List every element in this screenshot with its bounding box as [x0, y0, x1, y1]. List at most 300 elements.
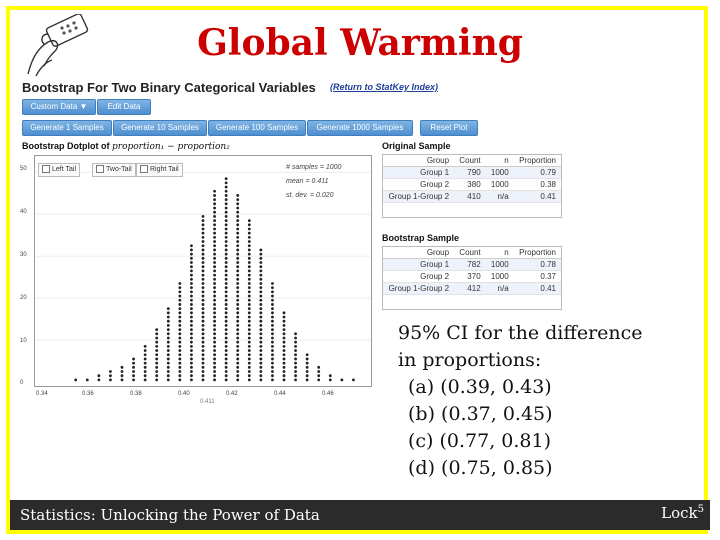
dot-point — [236, 198, 239, 201]
dot-point — [294, 379, 297, 382]
original-header-1: Count — [454, 155, 486, 167]
dot-point — [144, 366, 147, 369]
dot-point — [121, 379, 124, 382]
dot-point — [248, 366, 251, 369]
dot-point — [283, 370, 286, 373]
dot-point — [225, 270, 228, 273]
st-dev-value: st. dev. = 0.020 — [286, 192, 334, 199]
dot-point — [271, 332, 274, 335]
dot-point — [213, 202, 216, 205]
dot-point — [259, 282, 262, 285]
dot-point — [283, 379, 286, 382]
dot-point — [248, 295, 251, 298]
dot-point — [178, 374, 181, 377]
dot-point — [271, 341, 274, 344]
ci-question — [398, 320, 643, 482]
dot-point — [155, 328, 158, 331]
dot-point — [225, 358, 228, 361]
dot-point — [248, 240, 251, 243]
dot-point — [225, 211, 228, 214]
table-row — [383, 271, 561, 283]
dot-point — [236, 353, 239, 356]
dot-point — [236, 215, 239, 218]
dot-point — [155, 349, 158, 352]
dot-point — [202, 278, 205, 281]
footer-author: Lock$^5$ — [661, 504, 704, 522]
dot-point — [248, 253, 251, 256]
dot-point — [202, 303, 205, 306]
xtick-040: 0.40 — [178, 391, 190, 397]
table-cell: 0.78 — [514, 259, 561, 271]
dot-point — [213, 207, 216, 210]
dot-point — [283, 337, 286, 340]
dot-point — [97, 374, 100, 377]
dot-point — [294, 358, 297, 361]
dot-point — [294, 349, 297, 352]
ytick-50: 50 — [20, 166, 27, 172]
bootstrap-header-1: Count — [454, 247, 486, 259]
dot-point — [271, 307, 274, 310]
dot-point — [190, 379, 193, 382]
table-cell: n/a — [486, 191, 514, 203]
dot-point — [236, 219, 239, 222]
dot-point — [236, 211, 239, 214]
statkey-index-link[interactable]: (Return to StatKey Index) — [330, 82, 439, 92]
dot-point — [213, 299, 216, 302]
dot-point — [225, 223, 228, 226]
dot-point — [259, 379, 262, 382]
xtick-034: 0.34 — [36, 391, 48, 397]
dot-point — [271, 358, 274, 361]
dot-point — [317, 374, 320, 377]
dot-point — [248, 270, 251, 273]
dot-point — [213, 257, 216, 260]
dot-point — [202, 311, 205, 314]
dot-point — [225, 186, 228, 189]
xtick-044: 0.44 — [274, 391, 286, 397]
dot-point — [236, 307, 239, 310]
dot-point — [202, 370, 205, 373]
dot-point — [155, 341, 158, 344]
dot-point — [144, 374, 147, 377]
dot-point — [225, 207, 228, 210]
dot-point — [248, 337, 251, 340]
custom-data-button[interactable]: Custom Data ▼ — [22, 99, 96, 115]
dot-point — [178, 282, 181, 285]
dot-point — [213, 290, 216, 293]
dot-point — [225, 261, 228, 264]
dot-point — [236, 261, 239, 264]
dot-point — [271, 286, 274, 289]
dot-point — [259, 324, 262, 327]
dot-point — [132, 379, 135, 382]
dot-point — [236, 207, 239, 210]
dot-point — [248, 286, 251, 289]
dot-point — [213, 278, 216, 281]
dot-point — [190, 249, 193, 252]
dot-point — [190, 307, 193, 310]
dot-point — [271, 303, 274, 306]
original-header-3: Proportion — [514, 155, 561, 167]
dot-point — [190, 316, 193, 319]
dot-point — [213, 198, 216, 201]
dot-point — [225, 295, 228, 298]
dot-point — [306, 358, 309, 361]
dot-point — [178, 349, 181, 352]
dot-point — [167, 374, 170, 377]
dot-point — [236, 328, 239, 331]
dot-point — [202, 236, 205, 239]
dot-point — [202, 316, 205, 319]
dot-point — [271, 320, 274, 323]
table-cell: 370 — [454, 271, 486, 283]
dot-point — [248, 244, 251, 247]
dot-point — [248, 349, 251, 352]
dot-point — [225, 345, 228, 348]
dot-point — [283, 328, 286, 331]
dot-point — [213, 232, 216, 235]
dot-point — [178, 320, 181, 323]
dot-point — [225, 278, 228, 281]
generate-1000-button[interactable]: Generate 1000 Samples — [307, 120, 413, 136]
dot-point — [259, 341, 262, 344]
dot-point — [190, 311, 193, 314]
dot-point — [213, 358, 216, 361]
dot-point — [236, 236, 239, 239]
dot-point — [202, 290, 205, 293]
dot-point — [190, 370, 193, 373]
original-header-0: Group — [383, 155, 454, 167]
dot-point — [236, 265, 239, 268]
dot-point — [202, 328, 205, 331]
dot-point — [202, 358, 205, 361]
dot-point — [202, 265, 205, 268]
dot-point — [294, 366, 297, 369]
dot-point — [259, 253, 262, 256]
dot-point — [248, 278, 251, 281]
dot-point — [259, 370, 262, 373]
xtick-046: 0.46 — [322, 391, 334, 397]
dot-point — [202, 353, 205, 356]
dot-point — [259, 349, 262, 352]
dot-point — [213, 345, 216, 348]
dot-point — [178, 358, 181, 361]
dot-point — [213, 253, 216, 256]
table-row — [383, 179, 561, 191]
dot-point — [178, 379, 181, 382]
table-cell: 0.41 — [514, 283, 561, 295]
dot-point — [236, 341, 239, 344]
dot-point — [248, 299, 251, 302]
dot-point — [236, 374, 239, 377]
dot-point — [248, 353, 251, 356]
dot-point — [271, 316, 274, 319]
dot-point — [248, 274, 251, 277]
dot-point — [294, 370, 297, 373]
dot-point — [225, 257, 228, 260]
dot-point — [213, 295, 216, 298]
dot-point — [167, 379, 170, 382]
dot-point — [225, 341, 228, 344]
bootstrap-header-3: Proportion — [514, 247, 561, 259]
bootstrap-header-0: Group — [383, 247, 454, 259]
table-cell: Group 2 — [383, 271, 454, 283]
left-tail-checkbox[interactable]: Left Tail — [38, 163, 80, 177]
dot-point — [155, 353, 158, 356]
dot-point — [225, 379, 228, 382]
generate-10-button[interactable]: Generate 10 Samples — [113, 120, 207, 136]
dot-point — [190, 332, 193, 335]
dot-point — [225, 332, 228, 335]
dot-point — [236, 253, 239, 256]
xtick-042: 0.42 — [226, 391, 238, 397]
dot-point — [178, 362, 181, 365]
dot-point — [202, 223, 205, 226]
dot-point — [178, 353, 181, 356]
dot-point — [202, 362, 205, 365]
dot-point — [155, 374, 158, 377]
dot-point — [283, 341, 286, 344]
dot-point — [259, 374, 262, 377]
dot-point — [109, 374, 112, 377]
dot-point — [271, 324, 274, 327]
dot-point — [271, 353, 274, 356]
table-cell: 0.79 — [514, 167, 561, 179]
dot-point — [190, 270, 193, 273]
dot-point — [190, 358, 193, 361]
dot-point — [259, 362, 262, 365]
dot-point — [225, 198, 228, 201]
dot-point — [236, 286, 239, 289]
dot-point — [155, 366, 158, 369]
dot-point — [236, 345, 239, 348]
table-cell: 1000 — [486, 271, 514, 283]
dot-point — [225, 328, 228, 331]
dot-point — [225, 190, 228, 193]
table-cell: Group 1 — [383, 259, 454, 271]
dot-point — [167, 366, 170, 369]
dot-point — [225, 253, 228, 256]
dot-point — [248, 236, 251, 239]
dot-point — [248, 341, 251, 344]
question-line-1: 95% CI for the difference — [398, 322, 643, 344]
reset-plot-button[interactable]: Reset Plot — [420, 120, 478, 136]
dot-point — [167, 337, 170, 340]
slide-title: Global Warming — [197, 22, 523, 64]
dot-point — [283, 353, 286, 356]
dot-point — [202, 215, 205, 218]
dot-point — [271, 345, 274, 348]
dot-point — [202, 257, 205, 260]
dot-point — [190, 320, 193, 323]
dot-point — [317, 366, 320, 369]
dot-point — [283, 320, 286, 323]
table-cell: Group 1 — [383, 167, 454, 179]
dot-point — [248, 328, 251, 331]
dot-point — [213, 265, 216, 268]
dot-point — [248, 223, 251, 226]
dot-point — [271, 295, 274, 298]
dot-point — [144, 362, 147, 365]
dot-point — [178, 370, 181, 373]
dot-point — [283, 362, 286, 365]
dot-point — [236, 223, 239, 226]
dot-point — [213, 303, 216, 306]
right-tail-checkbox[interactable]: Right Tail — [136, 163, 183, 177]
dot-point — [236, 370, 239, 373]
ytick-40: 40 — [20, 209, 27, 215]
dot-point — [236, 244, 239, 247]
dot-point — [178, 341, 181, 344]
edit-data-button[interactable]: Edit Data — [97, 99, 151, 115]
dot-point — [294, 341, 297, 344]
dot-point — [132, 370, 135, 373]
generate-100-button[interactable]: Generate 100 Samples — [208, 120, 306, 136]
dot-point — [248, 265, 251, 268]
dot-point — [225, 265, 228, 268]
dot-point — [213, 244, 216, 247]
dot-point — [294, 345, 297, 348]
dot-point — [259, 278, 262, 281]
dot-point — [236, 316, 239, 319]
dot-point — [155, 370, 158, 373]
bootstrap-sample-table-wrap — [382, 246, 562, 310]
dot-point — [236, 311, 239, 314]
dot-point — [190, 278, 193, 281]
dot-point — [248, 228, 251, 231]
dot-point — [74, 379, 77, 382]
table-cell: Group 1-Group 2 — [383, 283, 454, 295]
dot-point — [225, 219, 228, 222]
samples-count: # samples = 1000 — [286, 164, 342, 171]
dot-point — [225, 366, 228, 369]
dot-point — [202, 345, 205, 348]
dot-point — [213, 324, 216, 327]
dot-point — [225, 249, 228, 252]
dot-point — [283, 345, 286, 348]
dot-point — [236, 270, 239, 273]
table-row — [383, 191, 561, 203]
dot-point — [144, 349, 147, 352]
dot-point — [144, 370, 147, 373]
dot-point — [178, 311, 181, 314]
dot-point — [283, 316, 286, 319]
dot-point — [190, 257, 193, 260]
original-sample-title: Original Sample — [382, 141, 451, 151]
dot-point — [248, 358, 251, 361]
dot-point — [202, 228, 205, 231]
dot-point — [236, 320, 239, 323]
question-line-2: in proportions: — [398, 349, 542, 371]
dot-point — [283, 324, 286, 327]
dot-point — [202, 337, 205, 340]
dot-point — [271, 349, 274, 352]
dot-point — [202, 307, 205, 310]
dot-point — [225, 194, 228, 197]
dot-point — [121, 366, 124, 369]
dot-point — [225, 349, 228, 352]
dotplot-area — [34, 155, 372, 387]
dot-point — [213, 215, 216, 218]
dot-point — [213, 274, 216, 277]
dot-point — [236, 232, 239, 235]
dot-point — [236, 324, 239, 327]
dot-point — [294, 374, 297, 377]
original-header-2: n — [486, 155, 514, 167]
dot-point — [259, 311, 262, 314]
dot-point — [259, 286, 262, 289]
dot-point — [213, 311, 216, 314]
dot-point — [190, 328, 193, 331]
original-sample-table — [383, 155, 561, 203]
dot-point — [340, 379, 343, 382]
dot-point — [190, 337, 193, 340]
original-sample-table-wrap — [382, 154, 562, 218]
dot-point — [236, 202, 239, 205]
option-c: (c) (0.77, 0.81) — [408, 430, 552, 452]
dot-point — [225, 337, 228, 340]
dot-point — [213, 366, 216, 369]
dot-point — [213, 240, 216, 243]
dot-point — [236, 240, 239, 243]
dot-point — [202, 270, 205, 273]
dot-point — [236, 282, 239, 285]
dot-point — [213, 307, 216, 310]
dot-point — [190, 244, 193, 247]
dot-point — [283, 366, 286, 369]
dot-point — [144, 379, 147, 382]
dot-point — [306, 379, 309, 382]
dot-point — [259, 366, 262, 369]
dot-point — [167, 320, 170, 323]
dot-point — [248, 261, 251, 264]
dot-point — [167, 353, 170, 356]
dot-point — [213, 286, 216, 289]
dot-point — [248, 290, 251, 293]
dot-point — [225, 311, 228, 314]
two-tail-checkbox[interactable]: Two-Tail — [92, 163, 136, 177]
dot-point — [190, 303, 193, 306]
dot-point — [144, 345, 147, 348]
option-b: (b) (0.37, 0.45) — [408, 403, 553, 425]
dot-point — [294, 332, 297, 335]
dot-point — [190, 274, 193, 277]
table-row — [383, 167, 561, 179]
dot-point — [271, 328, 274, 331]
dot-point — [155, 379, 158, 382]
dot-point — [259, 295, 262, 298]
dot-point — [259, 328, 262, 331]
dot-point — [190, 362, 193, 365]
dot-point — [271, 282, 274, 285]
dot-point — [167, 307, 170, 310]
dot-point — [259, 274, 262, 277]
dot-point — [213, 374, 216, 377]
dot-point — [248, 282, 251, 285]
dot-point — [178, 299, 181, 302]
dot-point — [202, 324, 205, 327]
dot-point — [225, 236, 228, 239]
dot-point — [178, 316, 181, 319]
dot-point — [202, 253, 205, 256]
table-cell: 0.38 — [514, 179, 561, 191]
generate-1-button[interactable]: Generate 1 Samples — [22, 120, 112, 136]
dot-point — [306, 362, 309, 365]
dot-point — [225, 177, 228, 180]
dot-point — [248, 379, 251, 382]
dot-point — [248, 362, 251, 365]
dot-point — [236, 366, 239, 369]
